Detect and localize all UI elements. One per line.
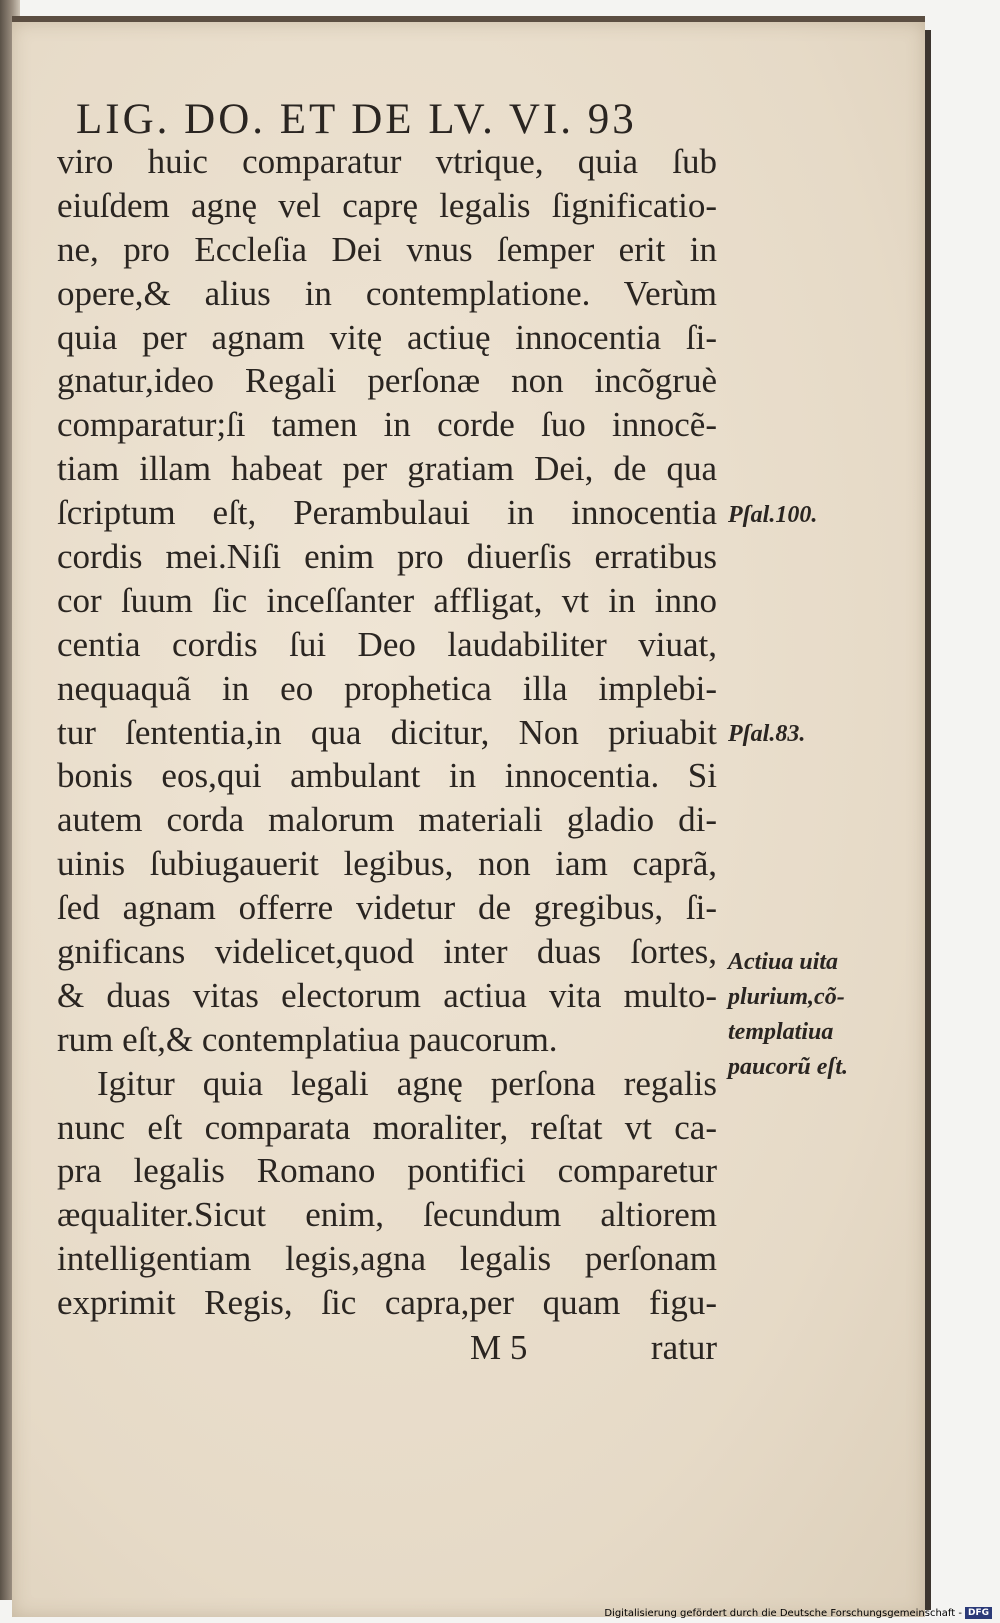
text-line: nequaquã in eo prophetica illa implebi- bbox=[57, 668, 717, 708]
dfg-logo-icon: DFG bbox=[965, 1607, 992, 1619]
text-line: autem corda malorum materiali gladio di- bbox=[57, 800, 717, 840]
margin-note-line: Actiua uita bbox=[728, 949, 839, 975]
page-edge bbox=[925, 30, 931, 1610]
text-line: tur ſententia,in qua dicitur, Non priuabit bbox=[57, 712, 717, 752]
margin-note-line: paucorũ eſt. bbox=[728, 1054, 848, 1080]
text-line: opere,& alius in contemplatione. Verùm bbox=[57, 273, 717, 313]
text-line: & duas vitas electorum actiua vita multo- bbox=[57, 975, 717, 1015]
running-head: LIG. DO. ET DE LV. VI. 93 bbox=[76, 96, 637, 143]
text-line: cordis mei.Niſi enim pro diuerſis erratibus bbox=[57, 537, 717, 577]
text-line: uinis ſubiugauerit legibus, non iam caprã, bbox=[57, 844, 717, 884]
text-line: pra legalis Romano pontifici comparetur bbox=[57, 1151, 717, 1191]
text-line: ne, pro Eccleſia Dei vnus ſemper erit in bbox=[57, 229, 717, 269]
text-line: gnificans videlicet,quod inter duas ſortes, bbox=[57, 932, 717, 972]
text-line: centia cordis ſui Deo laudabiliter viuat, bbox=[57, 624, 717, 664]
text-line: Igitur quia legali agnę perſona regalis bbox=[97, 1063, 717, 1103]
margin-note-line: templatiua bbox=[728, 1019, 834, 1045]
margin-note-psal83: Pſal.83. bbox=[728, 721, 806, 747]
text-line: ſed agnam offerre videtur de gregibus, ſi- bbox=[57, 888, 717, 928]
text-line: tiam illam habeat per gratiam Dei, de qua bbox=[57, 449, 717, 489]
text-line: æqualiter.Sicut enim, ſecundum altiorem bbox=[57, 1195, 717, 1235]
text-line: quia per agnam vitę actiuę innocentia ſi- bbox=[57, 317, 717, 357]
text-line: cor ſuum ſic inceſſanter affligat, vt in inno bbox=[57, 580, 717, 620]
signature-mark: M 5 bbox=[470, 1328, 528, 1367]
digitization-footer bbox=[604, 1607, 992, 1619]
catchword: ratur bbox=[650, 1328, 717, 1367]
text-line: rum eſt,& contemplatiua paucorum. bbox=[57, 1019, 558, 1059]
text-line: exprimit Regis, ſic capra,per quam figu- bbox=[57, 1283, 717, 1323]
margin-note-line: plurium,cõ- bbox=[728, 984, 845, 1010]
text-line: viro huic comparatur vtrique, quia ſub bbox=[57, 142, 717, 181]
text-line: bonis eos,qui ambulant in innocentia. Si bbox=[57, 756, 717, 796]
text-line: nunc eſt comparata moraliter, reſtat vt ca- bbox=[57, 1107, 717, 1147]
body-text bbox=[57, 140, 717, 1325]
text-line: comparatur;ſi tamen in corde ſuo innocẽ- bbox=[57, 405, 717, 445]
text-line: ſcriptum eſt, Perambulaui in innocentia bbox=[57, 493, 717, 533]
text-line: gnatur,ideo Regali perſonæ non incõgruè bbox=[57, 361, 717, 401]
footer-text: Digitalisierung gefördert durch die Deutsche Forschungsgemeinschaft - bbox=[604, 1607, 962, 1619]
margin-note-activa bbox=[728, 945, 848, 1085]
text-line: eiuſdem agnę vel caprę legalis ſignificatio- bbox=[57, 185, 717, 225]
margin-note-psal100: Pſal.100. bbox=[728, 502, 818, 528]
catchwords bbox=[470, 1328, 717, 1368]
text-line: intelligentiam legis,agna legalis perſonam bbox=[57, 1239, 717, 1279]
